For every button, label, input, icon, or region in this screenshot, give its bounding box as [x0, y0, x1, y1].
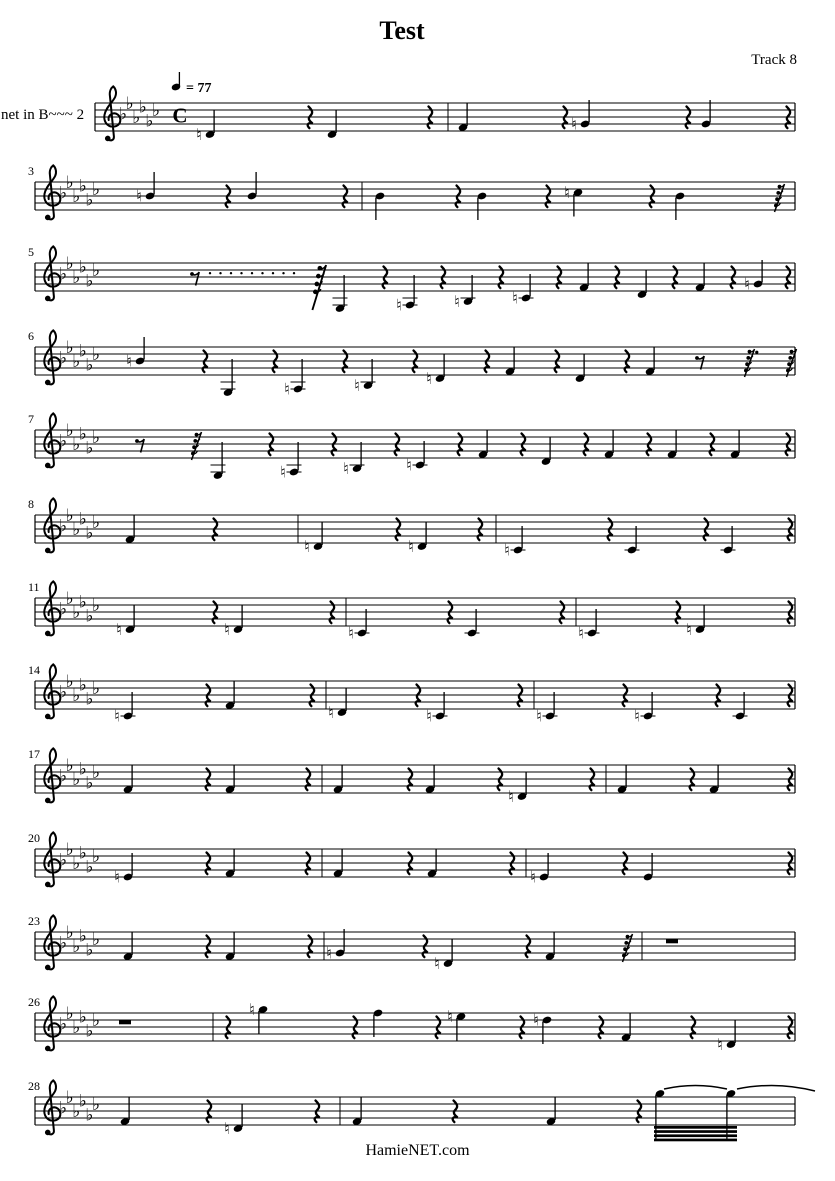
measure-number: 23 — [28, 914, 40, 928]
measure-number: 8 — [28, 497, 34, 511]
thirtysecond-rest-icon — [744, 349, 758, 377]
key-signature-flat-icon: ♭ — [59, 1014, 68, 1035]
key-signature-flat-icon: ♭ — [59, 431, 68, 452]
natural-accidental-icon: ♮ — [447, 1007, 453, 1026]
natural-accidental-icon: ♮ — [354, 376, 360, 395]
key-signature-flat-icon: ♭ — [59, 850, 68, 871]
natural-accidental-icon: ♮ — [408, 537, 414, 556]
key-signature-flat-icon: ♭ — [78, 1007, 87, 1028]
treble-clef-dot — [45, 631, 51, 637]
key-signature-flat-icon: ♭ — [59, 1098, 68, 1119]
score-title: Test — [379, 16, 425, 45]
treble-clef-dot — [45, 380, 51, 386]
key-signature-flat-icon: ♭ — [59, 348, 68, 369]
tremolo-beam — [654, 1134, 737, 1137]
key-signature-flat-icon: ♭ — [85, 773, 94, 794]
treble-clef-dot — [45, 215, 51, 221]
key-signature-flat-icon: ♭ — [78, 1091, 87, 1112]
tremolo-beam — [654, 1139, 737, 1142]
natural-accidental-icon: ♮ — [406, 455, 412, 475]
key-signature-flat-icon: ♭ — [125, 94, 134, 114]
key-signature-flat-icon: ♭ — [119, 104, 128, 125]
measure-number: 7 — [28, 412, 34, 426]
key-signature-flat-icon: ♭ — [72, 686, 81, 706]
tremolo-dot — [293, 272, 295, 274]
treble-clef-icon — [44, 498, 60, 552]
key-signature-flat-icon: ♭ — [132, 108, 141, 128]
natural-accidental-icon: ♮ — [536, 706, 542, 726]
key-signature-flat-icon: ♭ — [59, 264, 68, 285]
key-signature-flat-icon: ♭ — [78, 509, 87, 530]
key-signature-flat-icon: ♭ — [145, 111, 154, 132]
track-label: Track 8 — [751, 52, 797, 68]
key-signature-flat-icon: ♭ — [72, 187, 81, 207]
natural-accidental-icon: ♮ — [284, 379, 290, 399]
natural-accidental-icon: ♮ — [508, 787, 514, 806]
natural-accidental-icon: ♮ — [564, 183, 570, 202]
key-signature-flat-icon: ♭ — [85, 355, 94, 376]
key-signature-flat-icon: ♭ — [72, 937, 81, 957]
natural-accidental-icon: ♮ — [686, 620, 692, 639]
treble-clef-dot — [45, 965, 51, 971]
natural-accidental-icon: ♮ — [136, 186, 142, 206]
measure-number: 17 — [28, 747, 40, 761]
key-signature-flat-icon: ♭ — [85, 1021, 94, 1042]
natural-accidental-icon: ♮ — [116, 620, 122, 639]
treble-clef-icon — [44, 330, 60, 384]
key-signature-flat-icon: ♭ — [72, 435, 81, 455]
key-signature-flat-icon: ♭ — [92, 763, 101, 783]
whole-rest-icon — [119, 1020, 131, 1024]
key-signature-flat-icon: ♭ — [65, 1004, 74, 1024]
key-signature-flat-icon: ♭ — [92, 596, 101, 616]
treble-clef-icon — [44, 915, 60, 969]
key-signature-flat-icon: ♭ — [85, 438, 94, 459]
tremolo-beam — [654, 1130, 737, 1133]
key-signature-flat-icon: ♭ — [72, 770, 81, 790]
treble-clef-dot — [45, 296, 51, 302]
treble-clef-icon — [44, 1080, 60, 1134]
natural-accidental-icon: ♮ — [343, 459, 349, 478]
key-signature-flat-icon: ♭ — [85, 857, 94, 878]
key-signature-flat-icon: ♭ — [78, 257, 87, 278]
key-signature-flat-icon: ♭ — [92, 679, 101, 699]
measure-number: 5 — [28, 245, 34, 259]
natural-accidental-icon: ♮ — [717, 1035, 723, 1054]
thirtysecond-rest-icon — [191, 432, 202, 460]
treble-clef-icon — [44, 996, 60, 1050]
treble-clef-icon — [44, 165, 60, 219]
natural-accidental-icon: ♮ — [114, 706, 120, 726]
treble-clef-icon — [44, 413, 60, 467]
measure-number: 28 — [28, 1079, 40, 1093]
key-signature-flat-icon: ♭ — [59, 183, 68, 204]
tremolo-dot — [251, 272, 253, 274]
key-signature-flat-icon: ♭ — [65, 923, 74, 943]
key-signature-flat-icon: ♭ — [65, 254, 74, 274]
tremolo-beam — [654, 1126, 737, 1129]
key-signature-flat-icon: ♭ — [92, 1095, 101, 1115]
natural-accidental-icon: ♮ — [280, 462, 286, 482]
key-signature-flat-icon: ♭ — [72, 268, 81, 288]
treble-clef-dot — [45, 463, 51, 469]
tremolo-dot — [261, 272, 263, 274]
treble-clef-icon — [44, 832, 60, 886]
key-signature-flat-icon: ♭ — [65, 421, 74, 441]
key-signature-flat-icon: ♭ — [92, 847, 101, 867]
eighth-rest-icon — [190, 272, 199, 286]
key-signature-flat-icon: ♭ — [65, 589, 74, 609]
key-signature-flat-icon: ♭ — [85, 606, 94, 627]
key-signature-flat-icon: ♭ — [78, 341, 87, 362]
key-signature-flat-icon: ♭ — [138, 97, 147, 118]
treble-clef-dot — [45, 714, 51, 720]
natural-accidental-icon: ♮ — [328, 703, 334, 722]
tremolo-dot — [209, 272, 211, 274]
key-signature-flat-icon: ♭ — [78, 926, 87, 947]
natural-accidental-icon: ♮ — [224, 620, 230, 639]
key-signature-flat-icon: ♭ — [59, 766, 68, 787]
natural-accidental-icon: ♮ — [249, 1000, 255, 1019]
treble-clef-dot — [45, 548, 51, 554]
treble-clef-dot — [45, 1046, 51, 1052]
measure-number: 11 — [28, 580, 40, 594]
measure-number: 20 — [28, 831, 40, 845]
whole-rest-icon — [666, 939, 678, 943]
natural-accidental-icon: ♮ — [348, 623, 354, 643]
key-signature-flat-icon: ♭ — [92, 428, 101, 448]
natural-accidental-icon: ♮ — [512, 288, 518, 308]
key-signature-flat-icon: ♭ — [92, 180, 101, 200]
natural-accidental-icon: ♮ — [533, 1010, 539, 1030]
natural-accidental-icon: ♮ — [504, 540, 510, 560]
key-signature-flat-icon: ♭ — [152, 101, 161, 121]
key-signature-flat-icon: ♭ — [65, 672, 74, 692]
key-signature-flat-icon: ♭ — [92, 1011, 101, 1031]
key-signature-flat-icon: ♭ — [78, 759, 87, 780]
eighth-rest-icon — [135, 439, 144, 453]
natural-accidental-icon: ♮ — [454, 292, 460, 311]
key-signature-flat-icon: ♭ — [78, 675, 87, 696]
key-signature-flat-icon: ♭ — [65, 173, 74, 193]
thirtysecond-rest-icon — [622, 934, 633, 962]
tempo-text: = 77 — [186, 81, 212, 96]
thirtysecond-rest-icon — [774, 184, 785, 212]
tremolo-dot — [272, 272, 274, 274]
natural-accidental-icon: ♮ — [426, 369, 432, 388]
measure-number: 6 — [28, 329, 34, 343]
key-signature-flat-icon: ♭ — [65, 756, 74, 776]
key-signature-flat-icon: ♭ — [85, 689, 94, 710]
natural-accidental-icon: ♮ — [744, 274, 750, 294]
key-signature-flat-icon: ♭ — [72, 854, 81, 874]
key-signature-flat-icon: ♭ — [85, 271, 94, 292]
tremolo-dot — [282, 272, 284, 274]
key-signature-flat-icon: ♭ — [92, 930, 101, 950]
key-signature-flat-icon: ♭ — [78, 176, 87, 197]
key-signature-flat-icon: ♭ — [59, 682, 68, 703]
treble-clef-icon — [44, 664, 60, 718]
key-signature-flat-icon: ♭ — [59, 933, 68, 954]
key-signature-flat-icon: ♭ — [78, 843, 87, 864]
natural-accidental-icon: ♮ — [578, 623, 584, 643]
key-signature-flat-icon: ♭ — [92, 345, 101, 365]
thirtysecond-rest-icon — [312, 265, 326, 310]
natural-accidental-icon: ♮ — [571, 114, 577, 134]
treble-clef-icon — [44, 246, 60, 300]
natural-accidental-icon: ♮ — [426, 706, 432, 726]
instrument-label: net in B~~~ 2 — [1, 107, 85, 123]
tremolo-dot — [240, 272, 242, 274]
key-signature-flat-icon: ♭ — [72, 1102, 81, 1122]
key-signature-flat-icon: ♭ — [85, 940, 94, 961]
natural-accidental-icon: ♮ — [396, 295, 402, 315]
natural-accidental-icon: ♮ — [634, 706, 640, 726]
key-signature-flat-icon: ♭ — [85, 190, 94, 211]
treble-clef-dot — [45, 798, 51, 804]
key-signature-flat-icon: ♭ — [72, 603, 81, 623]
treble-clef-dot — [105, 136, 111, 142]
treble-clef-dot — [45, 882, 51, 888]
treble-clef-icon — [104, 86, 120, 140]
natural-accidental-icon: ♮ — [326, 943, 332, 963]
natural-accidental-icon: ♮ — [304, 537, 310, 556]
key-signature-flat-icon: ♭ — [72, 1018, 81, 1038]
natural-accidental-icon: ♮ — [114, 867, 120, 887]
time-signature: C — [172, 103, 188, 128]
key-signature-flat-icon: ♭ — [72, 352, 81, 372]
natural-accidental-icon: ♮ — [224, 1119, 230, 1138]
footer-watermark: HamieNET.com — [365, 1142, 470, 1159]
measure-number: 3 — [28, 164, 34, 178]
tremolo-dot — [230, 272, 232, 274]
natural-accidental-icon: ♮ — [530, 867, 536, 887]
treble-clef-dot — [45, 1130, 51, 1136]
key-signature-flat-icon: ♭ — [92, 261, 101, 281]
treble-clef-icon — [44, 748, 60, 802]
natural-accidental-icon: ♮ — [196, 125, 202, 144]
measure-number: 26 — [28, 995, 40, 1009]
key-signature-flat-icon: ♭ — [78, 424, 87, 445]
key-signature-flat-icon: ♭ — [65, 840, 74, 860]
tie-arc — [664, 1086, 727, 1090]
natural-accidental-icon: ♮ — [434, 954, 440, 973]
key-signature-flat-icon: ♭ — [85, 1105, 94, 1126]
tie-arc — [737, 1085, 815, 1091]
natural-accidental-icon: ♮ — [126, 351, 132, 371]
key-signature-flat-icon: ♭ — [65, 338, 74, 358]
measure-number: 14 — [28, 663, 40, 677]
key-signature-flat-icon: ♭ — [85, 523, 94, 544]
key-signature-flat-icon: ♭ — [92, 513, 101, 533]
tremolo-dot — [219, 272, 221, 274]
key-signature-flat-icon: ♭ — [78, 592, 87, 613]
key-signature-flat-icon: ♭ — [59, 599, 68, 620]
key-signature-flat-icon: ♭ — [72, 520, 81, 540]
eighth-rest-icon — [695, 356, 704, 370]
treble-clef-icon — [44, 581, 60, 635]
key-signature-flat-icon: ♭ — [65, 506, 74, 526]
key-signature-flat-icon: ♭ — [65, 1088, 74, 1108]
key-signature-flat-icon: ♭ — [59, 516, 68, 537]
